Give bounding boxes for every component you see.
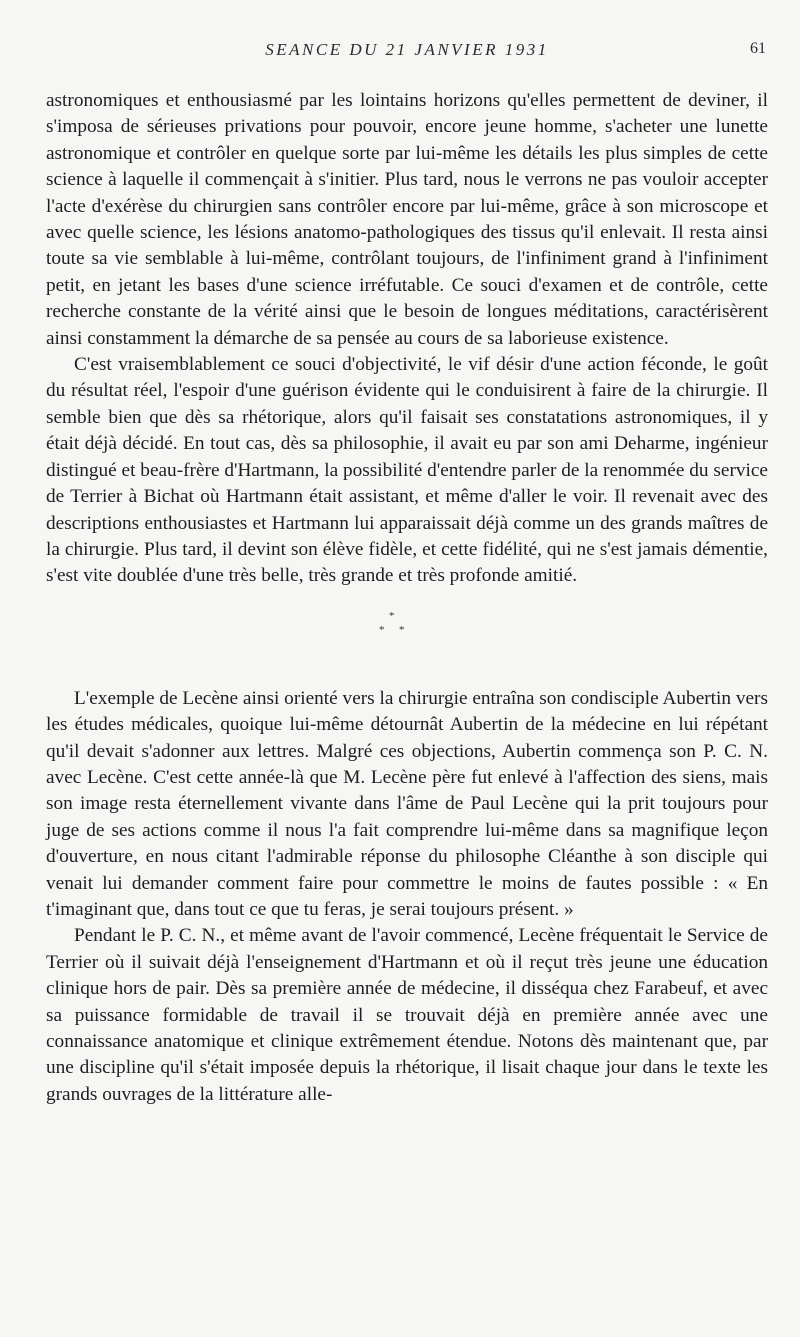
body-text [46, 88, 768, 1108]
paragraph: L'exemple de Lecène ainsi orienté vers la chirurgie entraîna son condisciple Aubertin vers les études médicales, quoique lui-même détournât Aubertin de la médecine en lui répétant qu'il devait s'adonner aux lettres. Malgré ces objections, Aubertin commença son P. C. N. avec Lecène. C'est cette année-là que M. Lecène père fut enlevé à l'affection des siens, mais son image resta éternellement vivante dans l'âme de Paul Lecène qui la prit toujours pour juge de ses actions comme il nous l'a fait comprendre lui-même dans sa magnifique leçon d'ouverture, en nous citant l'admirable réponse du philosophe Cléanthe à son disciple qui venait lui demander comment faire pour commettre le moins de fautes possible : « En t'imaginant que, dans tout ce que tu feras, je serai toujours présent. » [46, 687, 768, 920]
asterisk-icon: * [399, 623, 405, 636]
page-number: 61 [750, 40, 766, 57]
running-title: SEANCE DU 21 JANVIER 1931 [265, 40, 549, 59]
asterisk-icon: * [389, 609, 395, 622]
section-break-ornament [46, 590, 768, 686]
paragraph: astronomiques et enthousiasmé par les lointains horizons qu'elles permettent de deviner, il s'imposa de sérieuses privations pour pouvoir, encore jeune homme, s'acheter une lunette astronomique et contrôler en quelque sorte par lui-même les détails les plus simples de cette science à laquelle il commençait à s'initier. Plus tard, nous le verrons ne pas vouloir accepter l'acte d'exérèse du chirurgien sans contrôler encore par lui-même, grâce à son microscope et avec quelle science, les lésions anatomo-pathologiques des tissus qu'il enlevait. Il resta ainsi toute sa vie semblable à lui-même, contrôlant toujours, de l'infiniment grand à l'infiniment petit, en jetant les bases d'une science irréfutable. Ce souci d'examen et de contrôle, cette recherche constante de la vérité ainsi que le besoin de longues méditations, caractérisèrent ainsi constamment la démarche de sa pensée au cours de sa laborieuse existence. [46, 90, 768, 349]
paragraph: C'est vraisemblablement ce souci d'objectivité, le vif désir d'une action féconde, le goût du résultat réel, l'espoir d'une guérison évidente qui le conduisirent à faire de la chirurgie. Il semble bien que dès sa rhétorique, alors qu'il faisait ses constatations astronomiques, il y était déjà décidé. En tout cas, dès sa philosophie, il avait eu par son ami Deharme, ingénieur distingué et beau-frère d'Hartmann, la possibilité d'entendre parler de la renommée du service de Terrier à Bichat où Hartmann était assistant, et même d'aller le voir. Il revenait avec des descriptions enthousiastes et Hartmann lui apparaissait déjà comme un des grands maîtres de la chirurgie. Plus tard, il devint son élève fidèle, et cette fidélité, qui ne s'est jamais démentie, s'est vite doublée d'une très belle, très grande et très profonde amitié. [46, 354, 768, 587]
asterisk-icon: * [379, 623, 385, 636]
paragraph: Pendant le P. C. N., et même avant de l'avoir commencé, Lecène fréquentait le Service de Terrier où il suivait déjà l'enseignement d'Hartmann et où il reçut très jeune une éducation clinique hors de pair. Dès sa première année de médecine, il disséqua chez Farabeuf, et avec sa puissance formidable de travail il se trouvait déjà en première année avec une connaissance anatomique et clinique extrêmement étendue. Notons dès maintenant que, par une discipline qu'il s'était imposée depuis la rhétorique, il lisait chaque jour dans le texte les grands ouvrages de la littérature alle- [46, 925, 768, 1105]
running-header [46, 40, 768, 68]
